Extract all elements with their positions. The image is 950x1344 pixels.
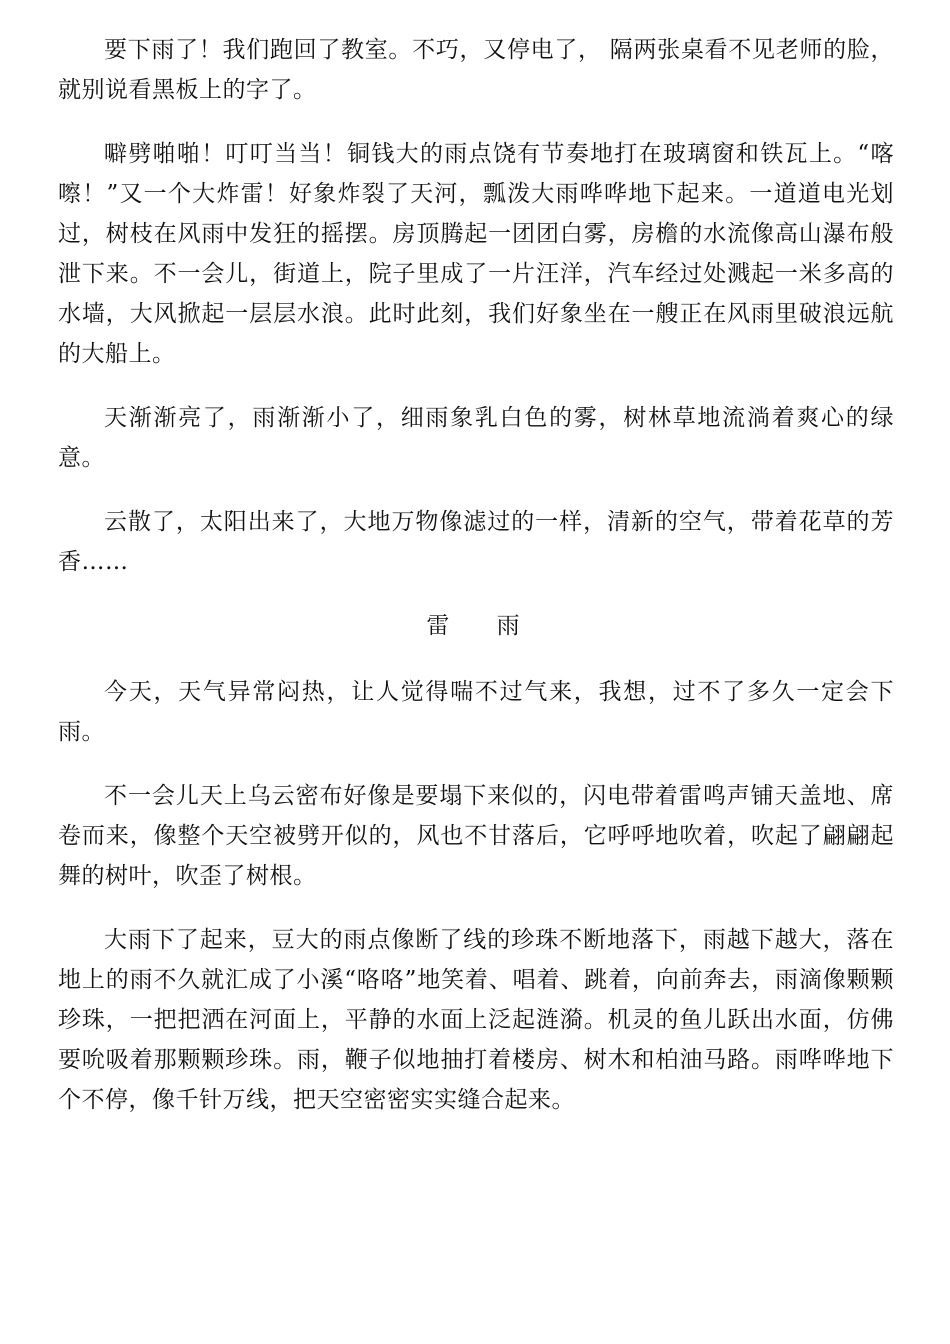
- paragraph-3: 天渐渐亮了，雨渐渐小了，细雨象乳白色的雾，树林草地流淌着爽心的绿意。: [58, 405, 894, 471]
- paragraph-6: 不一会儿天上乌云密布好像是要塌下来似的，闪电带着雷鸣声铺天盖地、席卷而来，像整个天空被劈开似的，风也不甘落后，它呼呼地吹着，吹起了翩翩起舞的树叶，吹歪了树根。: [58, 783, 894, 889]
- paragraph-1: 要下雨了！我们跑回了教室。不巧，又停电了， 隔两张桌看不见老师的脸，就别说看黑板上的字了。: [58, 37, 894, 103]
- paragraph-7: 大雨下了起来，豆大的雨点像断了线的珍珠不断地落下，雨越下越大，落在地上的雨不久就汇成了小溪“咯咯”地笑着、唱着、跳着，向前奔去，雨滴像颗颗珍珠，一把把洒在河面上，平静的水面上泛起涟漪。机灵的鱼儿跃出水面，仿佛要吮吸着那颗颗珍珠。雨，鞭子似地抽打着楼房、树木和柏油马路。雨哗哗地下个不停，像千针万线，把天空密密实实缝合起来。: [58, 927, 894, 1113]
- section-title: 雷 雨: [426, 613, 540, 639]
- document-page: [58, 30, 894, 1144]
- paragraph-5: 今天，天气异常闷热，让人觉得喘不过气来，我想，过不了多久一定会下雨。: [58, 679, 894, 745]
- paragraph-2: 噼劈啪啪！叮叮当当！铜钱大的雨点饶有节奏地打在玻璃窗和铁瓦上。“喀嚓！”又一个大炸雷！好象炸裂了天河，瓢泼大雨哗哗地下起来。一道道电光划过，树枝在风雨中发狂的摇摆。房顶腾起一团团白雾，房檐的水流像高山瀑布般泄下来。不一会儿，街道上，院子里成了一片汪洋，汽车经过处溅起一米多高的水墙，大风掀起一层层水浪。此时此刻，我们好象坐在一艘正在风雨里破浪远航的大船上。: [58, 141, 894, 367]
- paragraph-4: 云散了，太阳出来了，大地万物像滤过的一样，清新的空气，带着花草的芳香……: [58, 509, 894, 575]
